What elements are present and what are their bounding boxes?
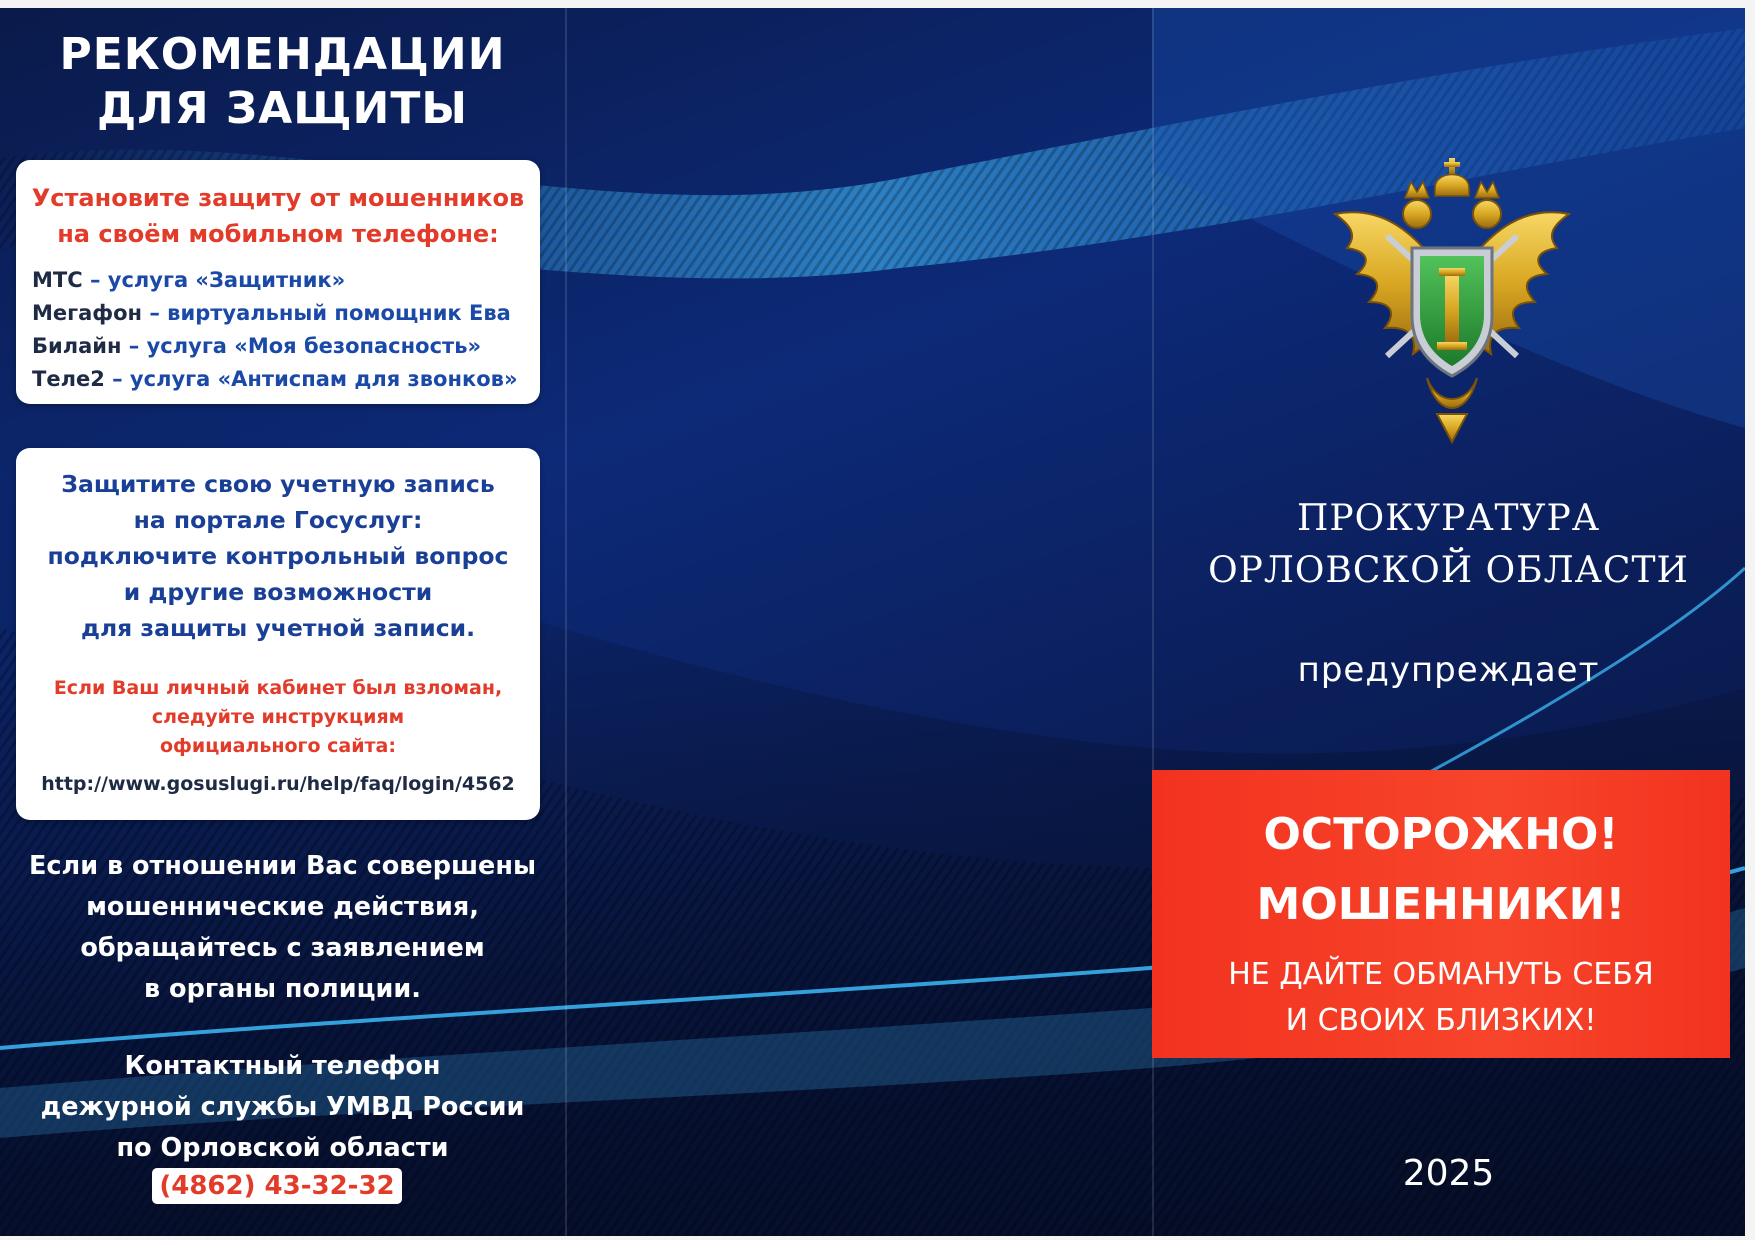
operator-service: – услуга «Моя безопасность» (121, 334, 482, 358)
contact-line: Контактный телефон (124, 1051, 441, 1081)
operator-service: – услуга «Антиспам для звонков» (104, 367, 518, 391)
heading-line: для защиты учетной записи. (80, 614, 476, 642)
warning-line: следуйте инструкциям (151, 706, 405, 728)
alert-line: ОСТОРОЖНО! (1263, 809, 1619, 860)
warns-text: предупреждает (1297, 650, 1600, 690)
year-label: 2025 (1402, 1153, 1495, 1194)
middle-panel (565, 8, 1152, 1236)
alert-subtitle (1152, 952, 1730, 1044)
organization-title (1152, 493, 1745, 597)
info-line: Если в отношении Вас совершены (28, 851, 537, 881)
warning-line: Если Ваш личный кабинет был взломан, (53, 677, 503, 699)
contact-text (0, 1046, 565, 1169)
operator-name: Теле2 (32, 367, 105, 391)
gosuslugi-protection-card (16, 448, 540, 820)
operator-service: – услуга «Защитник» (82, 268, 346, 292)
contact-line: по Орловской области (116, 1133, 449, 1163)
operator-item (32, 330, 532, 363)
info-line: мошеннические действия, (86, 892, 479, 922)
operator-name: Мегафон (32, 301, 143, 325)
heading-line: подключите контрольный вопрос (47, 542, 509, 570)
heading-line: Установите защиту от мошенников (31, 184, 525, 212)
duty-phone-number: (4862) 43-32-32 (152, 1168, 402, 1204)
subtitle-line: И СВОИХ БЛИЗКИХ! (1285, 1003, 1597, 1038)
info-line: обращайтесь с заявлением (80, 933, 485, 963)
warning-line: официального сайта: (160, 735, 396, 757)
org-line: ПРОКУРАТУРА (1296, 498, 1600, 539)
alert-title (1152, 800, 1730, 940)
heading-line: и другие возможности (123, 578, 433, 606)
gosuslugi-help-url: http://www.gosuslugi.ru/help/faq/login/4562 (41, 773, 515, 795)
police-info-text (0, 846, 565, 1010)
operator-name: Билайн (32, 334, 122, 358)
alert-line: МОШЕННИКИ! (1256, 879, 1626, 930)
alert-banner (1152, 770, 1730, 1058)
title-line: ДЛЯ ЗАЩИТЫ (96, 83, 468, 134)
recommendations-title (0, 28, 565, 136)
operator-item (32, 363, 532, 396)
left-panel (0, 8, 565, 1236)
brochure (0, 8, 1745, 1236)
heading-line: на портале Госуслуг: (133, 506, 423, 534)
right-panel (1152, 8, 1745, 1236)
operator-name: МТС (32, 268, 83, 292)
mobile-protection-card (16, 160, 540, 404)
contact-line: дежурной службы УМВД России (40, 1092, 525, 1122)
heading-line: на своём мобильном телефоне: (57, 220, 499, 248)
hacked-account-warning (16, 674, 540, 761)
operator-service: – виртуальный помощник Ева (142, 301, 511, 325)
prosecutor-emblem-icon (1317, 156, 1587, 446)
subtitle-line: НЕ ДАЙТЕ ОБМАНУТЬ СЕБЯ (1228, 957, 1654, 992)
title-line: РЕКОМЕНДАЦИИ (59, 29, 506, 80)
operator-item (32, 264, 532, 297)
operator-list (32, 264, 532, 396)
mobile-protection-heading (16, 180, 540, 252)
heading-line: Защитите свою учетную запись (61, 470, 495, 498)
org-line: ОРЛОВСКОЙ ОБЛАСТИ (1208, 550, 1689, 591)
operator-item (32, 297, 532, 330)
info-line: в органы полиции. (144, 974, 421, 1004)
gosuslugi-heading (16, 466, 540, 646)
